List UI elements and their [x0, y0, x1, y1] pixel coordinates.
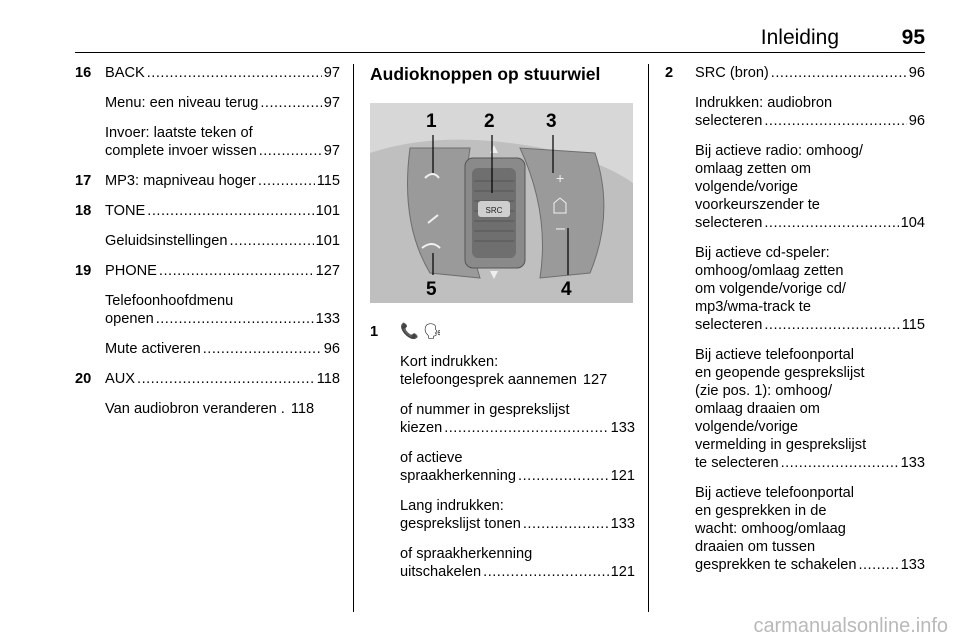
watermark: carmanualsonline.info — [753, 615, 948, 637]
sub-entry: of actieve spraakherkenning ..... 121 — [370, 449, 635, 485]
sub-entry: Bij actieve telefoonportal en gesprekken in de wacht: omhoog/omlaag draaien om tussen gesprekken te schakelen ..... 133 — [665, 484, 925, 574]
sub-entry: Van audiobron veranderen . 118 — [105, 401, 315, 417]
column-2 — [370, 64, 635, 593]
src-label: SRC — [485, 206, 503, 215]
entry-number: 19 — [75, 263, 92, 279]
entry-number: 17 — [75, 173, 92, 189]
page-header — [75, 22, 925, 53]
toc-line: BACK ..... 97 — [105, 64, 340, 82]
sub-entry: Mute activeren ..... 96 — [75, 340, 340, 358]
sub-entry: Telefoonhoofdmenu openen ..... 133 — [75, 292, 340, 328]
entry-19: 19 PHONE ..... 127 — [75, 262, 340, 280]
callout-1: 1 — [426, 111, 437, 132]
sub-entry: Invoer: laatste teken of complete invoer wissen ..... 97 — [75, 124, 340, 160]
column-1 — [75, 64, 340, 430]
column-divider — [353, 64, 354, 612]
entry-17: 17 MP3: mapniveau hoger ..... 115 — [75, 172, 340, 190]
entry-number: 20 — [75, 371, 92, 387]
sub-entry: Bij actieve radio: omhoog/ omlaag zetten om volgende/vorige voorkeurszender te selecteren ..... 104 — [665, 142, 925, 232]
entry-number: 2 — [665, 65, 674, 81]
entry-number: 16 — [75, 65, 92, 81]
sub-entry: of nummer in gesprekslijst kiezen ..... 133 — [370, 401, 635, 437]
callout-3: 3 — [546, 111, 557, 132]
svg-text:–: – — [556, 220, 565, 237]
callout-2: 2 — [484, 111, 495, 132]
steering-wheel-controls-figure — [370, 103, 633, 303]
callout-5: 5 — [426, 279, 437, 300]
callout-4: 4 — [561, 279, 572, 300]
svg-text:+: + — [556, 170, 565, 186]
sub-entry: Menu: een niveau terug ..... 97 — [75, 94, 340, 112]
sub-entry: Indrukken: audiobron selecteren ..... 96 — [665, 94, 925, 130]
sub-entry: of spraakherkenning uitschakelen ..... 121 — [370, 545, 635, 581]
page-number: 95 — [901, 26, 925, 49]
entry-2: 2 SRC (bron) ..... 96 — [665, 64, 925, 82]
entry-18: 18 TONE ..... 101 — [75, 202, 340, 220]
sub-entry: Bij actieve telefoonportal en geopende gesprekslijst (zie pos. 1): omhoog/ omlaag draaien om volgende/vorige vermelding in gesprekslijst te selecteren ..... 133 — [665, 346, 925, 472]
entry-1 — [370, 323, 635, 341]
section-heading: Audioknoppen op stuurwiel — [370, 64, 601, 84]
entry-16 — [75, 64, 340, 82]
entry-20: 20 AUX ..... 118 — [75, 370, 340, 388]
sub-entry: Lang indrukken: gesprekslijst tonen ..... 133 — [370, 497, 635, 533]
section-title: Inleiding — [760, 26, 839, 49]
entry-number: 18 — [75, 203, 92, 219]
entry-number: 1 — [370, 324, 379, 340]
column-3 — [665, 64, 925, 586]
sub-entry: Kort indrukken: telefoongesprek aannemen 127 — [400, 354, 608, 388]
sub-entry: Geluidsinstellingen ..... 101 — [75, 232, 340, 250]
column-divider — [648, 64, 649, 612]
sub-entry: Bij actieve cd-speler: omhoog/omlaag zetten om volgende/vorige cd/ mp3/wma-track te selecteren ..... 115 — [665, 244, 925, 334]
phone-voice-icon: 📞 🗣 — [400, 323, 442, 340]
